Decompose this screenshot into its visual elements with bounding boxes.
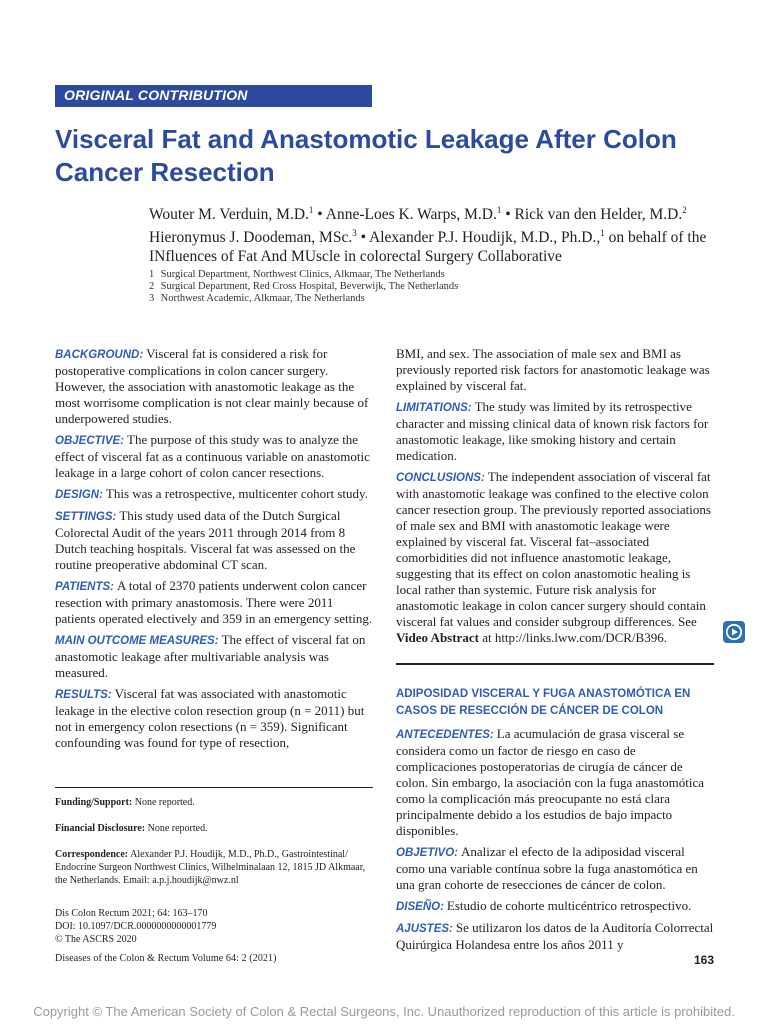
section-label: OBJECTIVE: — [55, 435, 125, 447]
author-affil-sup: 1 — [496, 205, 502, 215]
spanish-abstract-section — [396, 920, 716, 953]
abstract-section — [396, 399, 716, 464]
journal-footer: Diseases of the Colon & Rectum Volume 64: 2 (2021) — [55, 953, 277, 964]
footnotes — [55, 796, 375, 900]
affiliation — [149, 293, 709, 305]
section-text: A total of 2370 patients underwent colon cancer resection with primary anastomosis. There were 2011 patients operated electively and 359 in an emergency setting. — [55, 578, 373, 626]
section-text: This was a retrospective, multicenter cohort study. — [105, 486, 368, 501]
author-affil-sup: 1 — [308, 205, 314, 215]
abstract-section — [55, 486, 373, 503]
affiliation-text: Surgical Department, Northwest Clinics, Alkmaar, The Netherlands — [160, 269, 445, 280]
abstract-section — [55, 346, 373, 427]
spanish-abstract-section — [396, 844, 716, 893]
affiliation-text: Surgical Department, Red Cross Hospital, Beverwijk, The Netherlands — [160, 281, 459, 292]
section-text: Estudio de cohorte multicéntrico retrospectivo. — [446, 898, 692, 913]
section-label: MAIN OUTCOME MEASURES: — [55, 635, 219, 647]
disclosure-note: Financial Disclosure: None reported. — [55, 823, 208, 834]
section-text: Visceral fat was associated with anastomotic leakage in the elective colon resection group (n = 2011) but not in emergency colon resections (n = 359). Significant confounding was found for type of resection, — [55, 686, 365, 750]
section-text: Visceral fat is considered a risk for postoperative complications in colon cancer surgery. However, the association with anastomotic leakage as the most worrisome complication is not clear mainly because of underpowered studies. — [55, 346, 369, 426]
abstract-section — [396, 469, 716, 646]
author-name: Alexander P.J. Houdijk, M.D., Ph.D., — [369, 229, 601, 247]
video-abstract-link[interactable]: at http://links.lww.com/DCR/B396. — [478, 630, 667, 645]
author-name: Wouter M. Verduin, M.D. — [149, 206, 309, 224]
author-names: Wouter M. Verduin, M.D.$^1$ • Anne-Loes K. Warps, M.D.$^1$ • Rick van den Helder, M.D.$^2$ Hieronymus J. Doodeman, MSc.$^3$ • Alexander P.J. Houdijk, M.D., Ph.D.,$^1$ — [149, 205, 687, 247]
author-name: Anne-Loes K. Warps, M.D. — [325, 206, 497, 224]
author-group: on behalf of the INfluences of Fat And MUscle in colorectal Surgery Collaborative — [149, 229, 707, 266]
section-label: BACKGROUND: — [55, 349, 144, 361]
abstract-right-column — [396, 346, 716, 651]
section-label: LIMITATIONS: — [396, 402, 472, 414]
author-affil-sup: 2 — [682, 205, 687, 215]
affiliation-number: 1 — [149, 269, 155, 280]
abstract-right-sections — [396, 399, 716, 646]
section-text: This study used data of the Dutch Surgical Colorectal Audit of the years 2011 through 2014 from 8 Dutch teaching hospitals. Visceral fat was assessed on the routine preoperative abdominal CT scan. — [55, 508, 356, 572]
section-text: The independent association of visceral fat with anastomotic leakage was confined to the elective colon cancer resection group. The previously reported associations of male sex and BMI with anastomotic leakage were explained by visceral fat. Visceral fat–associated comorbidities did not influence anastomotic leakage, suggesting that its effect on colon anastomotic healing is local rather than systemic. Future risk analysis for anastomotic leakage in colon cancer surgery should contain visceral fat values and consider subgroup differences. See — [396, 469, 711, 629]
abstract-left-column — [55, 346, 373, 756]
spanish-abstract-section — [396, 898, 716, 915]
video-play-icon[interactable] — [723, 621, 745, 643]
affiliations — [149, 269, 709, 305]
spanish-title: ADIPOSIDAD VISCERAL Y FUGA ANASTOMÓTICA EN CASOS DE RESECCIÓN DE CÁNCER DE COLON — [396, 688, 691, 717]
section-label: DESIGN: — [55, 489, 103, 501]
section-banner — [55, 85, 372, 107]
section-text: La acumulación de grasa visceral se considera como un factor de riesgo en caso de complicaciones postoperatorias de cirugía de cáncer de colon. Sin embargo, la asociación con la fuga anastomótica como la complicación más preocupante no está clara principalmente debido a los estudios de bajo impacto disponibles. — [396, 726, 705, 838]
author-name: Rick van den Helder, M.D. — [514, 206, 683, 224]
video-abstract-label: Video Abstract — [396, 630, 479, 645]
copyright-line: © The ASCRS 2020 — [55, 934, 137, 945]
author-list — [149, 201, 719, 266]
funding-note: Funding/Support: None reported. — [55, 797, 195, 808]
abstract-section — [55, 432, 373, 481]
affiliation-text: Northwest Academic, Alkmaar, The Netherlands — [160, 293, 365, 304]
section-label: SETTINGS: — [55, 511, 117, 523]
section-text: The study was limited by its retrospective character and missing clinical data of known risk factors for anastomotic leakage, like smoking history and certain medication. — [396, 399, 709, 463]
section-text: Se utilizaron los datos de la Auditoría Colorrectal Quirúrgica Holandesa entre los años 2011 y — [396, 920, 714, 952]
correspondence-note: Correspondence: Alexander P.J. Houdijk, M.D., Ph.D., Gastrointestinal/ Endocrine Surgeon Northwest Clinics, Wilhelminalaan 12, 1815 JD Alkmaar, the Netherlands. Email: a.p.j.houdijk@nwz.nl — [55, 849, 366, 886]
section-label: AJUSTES: — [396, 923, 453, 935]
section-text: The purpose of this study was to analyze the effect of visceral fat as a continuous variable on anastomotic leakage in a large cohort of colon cancer resections. — [55, 432, 370, 480]
citation-line: Dis Colon Rectum 2021; 64: 163–170 — [55, 908, 208, 919]
abstract-section — [55, 686, 373, 751]
abstract-section — [55, 578, 373, 627]
affiliation-number: 3 — [149, 293, 155, 304]
author-affil-sup: 1 — [600, 228, 605, 239]
affiliation — [149, 269, 709, 281]
abstract-section — [55, 508, 373, 573]
author-affil-sup: 3 — [352, 228, 357, 239]
section-text: Analizar el efecto de la adiposidad visceral como una variable contínua sobre la fuga anastomótica en una gran cohorte de resecciones de cáncer de colon. — [396, 844, 698, 892]
section-divider — [396, 663, 714, 665]
footnote-divider — [55, 787, 373, 788]
affiliation-number: 2 — [149, 281, 155, 292]
abstract-section — [55, 632, 373, 681]
citation-block — [55, 907, 375, 946]
article-title: Visceral Fat and Anastomotic Leakage After Colon Cancer Resection — [55, 124, 677, 187]
section-label: OBJETIVO: — [396, 847, 458, 859]
section-label: ORIGINAL CONTRIBUTION — [64, 87, 248, 103]
copyright-notice: Copyright © The American Society of Colon & Rectal Surgeons, Inc. Unauthorized reproduction of this article is prohibited. — [33, 1004, 735, 1019]
section-label: ANTECEDENTES: — [396, 729, 494, 741]
section-label: PATIENTS: — [55, 581, 114, 593]
spanish-abstract-section — [396, 726, 716, 839]
spanish-abstract — [396, 726, 716, 958]
page-number: 163 — [693, 953, 714, 967]
section-text: The effect of visceral fat on anastomotic leakage after multivariable analysis was measured. — [55, 632, 366, 680]
doi-line: DOI: 10.1097/DCR.0000000000001779 — [55, 921, 217, 932]
results-continuation: BMI, and sex. The association of male sex and BMI as previously reported risk factors for anastomotic leakage was explained by visceral fat. — [396, 346, 710, 393]
section-label: RESULTS: — [55, 689, 112, 701]
section-label: DISEÑO: — [396, 901, 444, 913]
affiliation — [149, 281, 709, 293]
section-label: CONCLUSIONS: — [396, 472, 485, 484]
author-name: Hieronymus J. Doodeman, MSc. — [149, 229, 353, 247]
